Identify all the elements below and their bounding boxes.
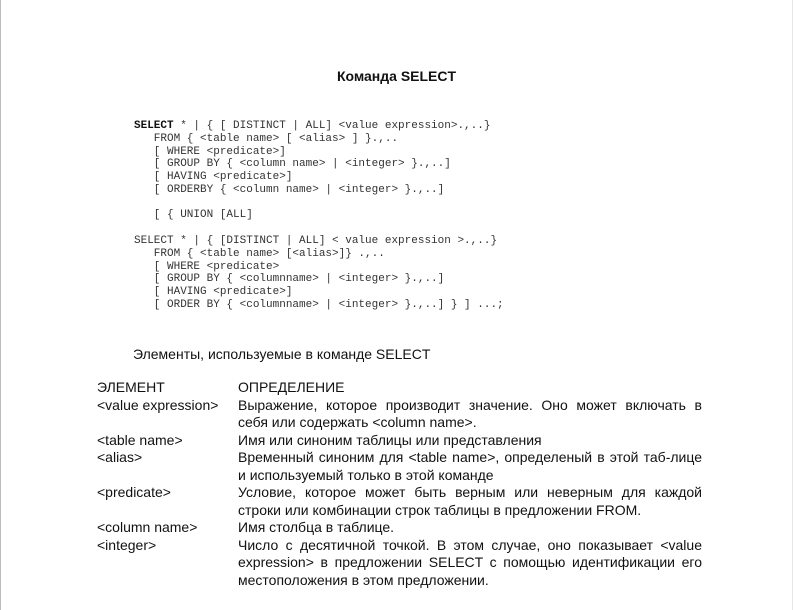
definition-text: Выражение, которое производит значение. Оно может включать в себя или содержать <column name>.: [238, 396, 702, 430]
syntax-line: FROM { <table name> [ <alias> ] }.,..: [134, 132, 399, 145]
definitions-header-row: [97, 379, 707, 397]
definitions-table: [97, 379, 707, 589]
definition-row: [97, 484, 707, 519]
syntax-line: [ WHERE <predicate>: [134, 260, 280, 273]
definition-term: <table name>: [97, 431, 183, 448]
syntax-block-1: [134, 120, 490, 197]
syntax-line: [ HAVING <predicate>]: [134, 171, 293, 184]
definition-term: <predicate>: [97, 484, 171, 500]
definition-text: Условие, которое может быть верным или неверным для каждой строки или комбинации строк таблицы в предложении FROM.: [238, 484, 702, 518]
definition-term: <alias>: [97, 449, 143, 465]
select-keyword: SELECT: [134, 120, 174, 132]
syntax-line: [ WHERE <predicate>]: [134, 145, 286, 158]
definition-term: <integer>: [97, 536, 157, 553]
definition-row: [97, 537, 707, 590]
page-title: Команда SELECT: [336, 68, 457, 84]
syntax-line: [ ORDERBY { <column name> | <integer> }.,..]: [134, 183, 445, 196]
syntax-block-2: [134, 235, 504, 312]
column-header-definition: ОПРЕДЕЛЕНИЕ: [238, 379, 345, 395]
syntax-line: [ HAVING <predicate>]: [134, 286, 293, 299]
syntax-line: [ GROUP BY { <column name> | <integer> }.,..]: [134, 158, 451, 171]
syntax-line: SELECT * | { [DISTINCT | ALL] < value expression >.,..}: [134, 235, 498, 247]
syntax-union-line: [ { UNION [ALL]: [134, 209, 253, 221]
syntax-line: * | { [ DISTINCT | ALL] <value expression>.,..}: [173, 120, 491, 132]
definition-row: [97, 449, 707, 484]
syntax-line: [ GROUP BY { <columnname> | <integer> }.,..]: [134, 273, 445, 286]
definition-text: Число с десятичной точкой. В этом случае, оно показывает <value expression> в предложении SELECT с помощью идентификации его местоположения в этом предложении.: [238, 536, 702, 588]
syntax-line: FROM { <table name> [<alias>]} .,..: [134, 247, 385, 260]
page-left-edge: [0, 0, 1, 610]
column-header-element: ЭЛЕМЕНТ: [97, 379, 165, 395]
definition-text: Временный синоним для <table name>, определеный в этой таб-лице и используемый только в этой команде: [238, 449, 702, 483]
elements-caption: Элементы, используемые в команде SELECT: [133, 346, 431, 362]
definition-row: [97, 397, 707, 432]
definition-text: Имя или синоним таблицы или представления: [238, 431, 542, 448]
definition-term: <column name>: [97, 519, 198, 535]
definition-row: [97, 519, 707, 537]
definition-text: Имя столбца в таблице.: [238, 519, 395, 535]
syntax-line: [ ORDER BY { <columnname> | <integer> }.,..] } ] ...;: [134, 298, 504, 311]
definition-term: <value expression>: [97, 396, 219, 413]
definition-row: [97, 432, 707, 450]
